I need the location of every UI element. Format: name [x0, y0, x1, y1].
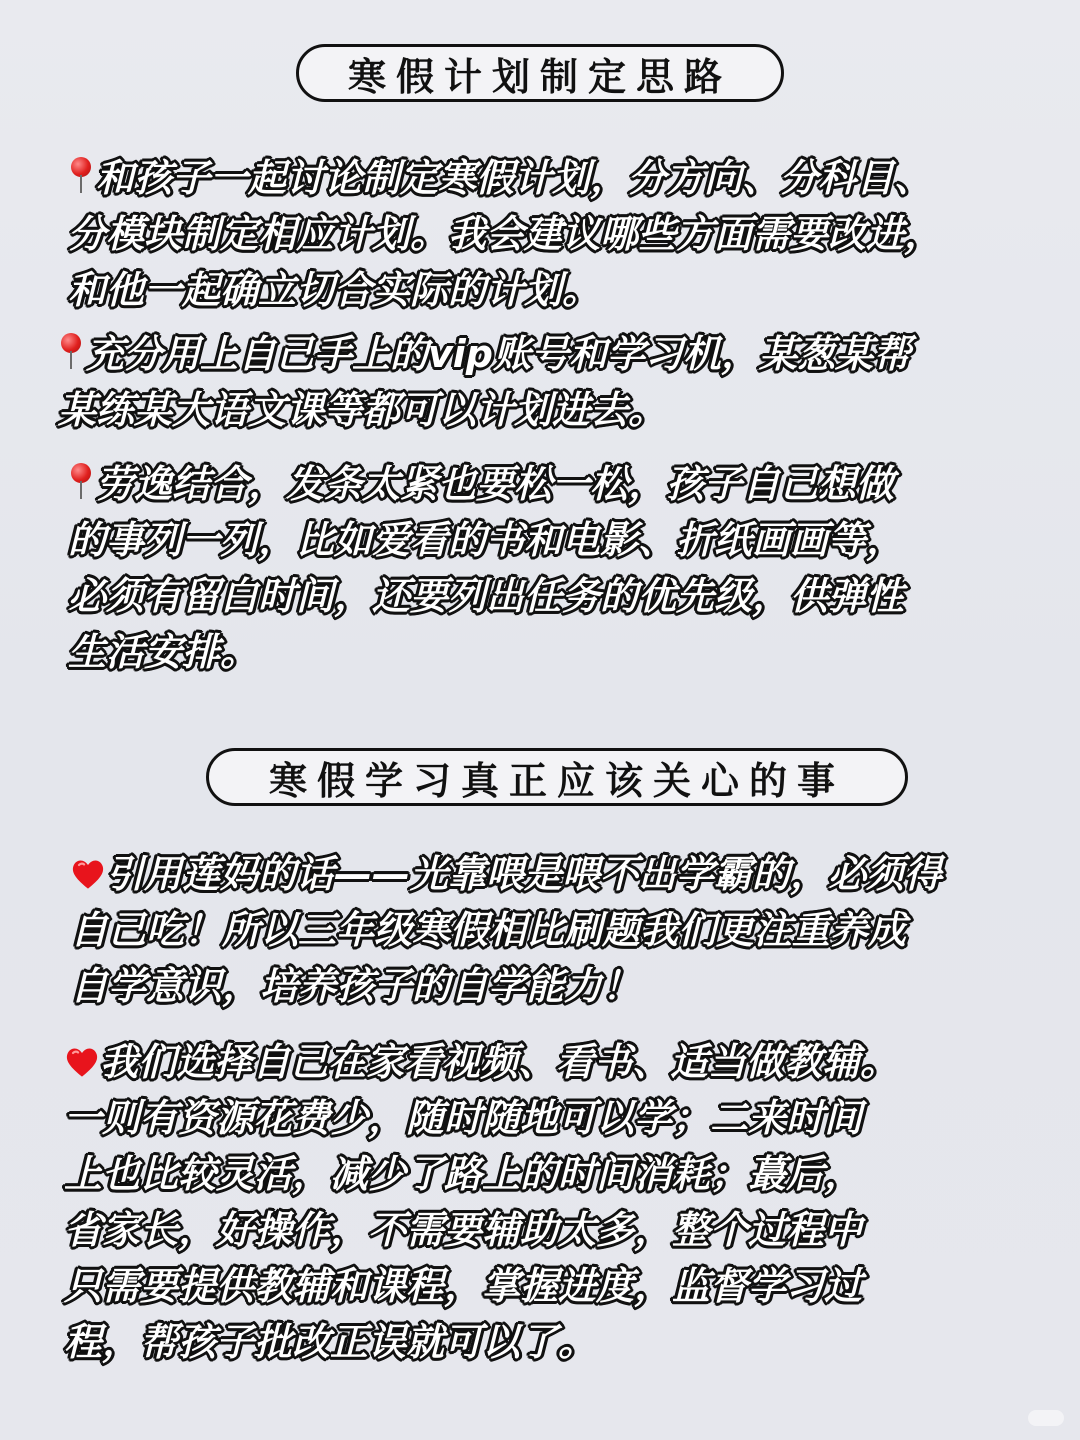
- paragraph-focus-method: [64, 1034, 1044, 1370]
- text-line: [70, 846, 1050, 902]
- pin-icon: [68, 461, 94, 501]
- section-heading-plan: 寒假计划制定思路: [296, 44, 784, 102]
- heart-icon: [70, 856, 106, 892]
- text-line-content: 劳逸结合，发条太紧也要松一松，孩子自己想做: [96, 462, 895, 506]
- text-line-content: 引用莲妈的话——光靠喂是喂不出学霸的，必须得: [106, 852, 943, 896]
- pin-icon: [58, 331, 84, 371]
- text-line: 和他一起确立切合实际的计划。: [68, 268, 601, 312]
- text-line: 的事列一列，比如爱看的书和电影、折纸画画等，: [68, 518, 905, 562]
- paragraph-focus-quote: [70, 846, 1050, 1014]
- paragraph-plan-discuss: [68, 150, 1048, 318]
- text-line: 只需要提供教辅和课程，掌握进度，监督学习过: [64, 1264, 863, 1308]
- watermark-badge: [1028, 1410, 1064, 1426]
- paragraph-plan-balance: [68, 456, 1048, 680]
- text-line: [64, 1034, 1044, 1090]
- text-line: 生活安排。: [68, 630, 259, 674]
- text-line-content: 充分用上自己手上的vip账号和学习机，某葱某帮: [86, 332, 911, 376]
- text-line: [68, 150, 1048, 206]
- text-line: 程，帮孩子批改正误就可以了。: [64, 1320, 597, 1364]
- text-line-content: 我们选择自己在家看视频、看书、适当做教辅。: [100, 1040, 899, 1084]
- text-line: 必须有留白时间，还要列出任务的优先级，供弹性: [68, 574, 905, 618]
- text-line-content: 和孩子一起讨论制定寒假计划，分方向、分科目、: [96, 156, 933, 200]
- text-line: 自己吃！所以三年级寒假相比刷题我们更注重养成: [70, 908, 907, 952]
- pin-icon: [68, 155, 94, 195]
- text-line: 自学意识，培养孩子的自学能力！: [70, 964, 641, 1008]
- section-heading-focus: 寒假学习真正应该关心的事: [206, 748, 908, 806]
- text-line: 一则有资源花费少，随时随地可以学；二来时间: [64, 1096, 863, 1140]
- text-line: 上也比较灵活，减少了路上的时间消耗；蕞后，: [64, 1152, 863, 1196]
- text-line: 某练某大语文课等都可以计划进去。: [58, 388, 667, 432]
- text-line: [68, 456, 1048, 512]
- heart-icon: [64, 1044, 100, 1080]
- text-line: 省家长，好操作，不需要辅助太多，整个过程中: [64, 1208, 863, 1252]
- text-line: [58, 326, 1038, 382]
- text-line: 分模块制定相应计划。我会建议哪些方面需要改进，: [68, 212, 943, 256]
- paragraph-plan-vip: [58, 326, 1038, 438]
